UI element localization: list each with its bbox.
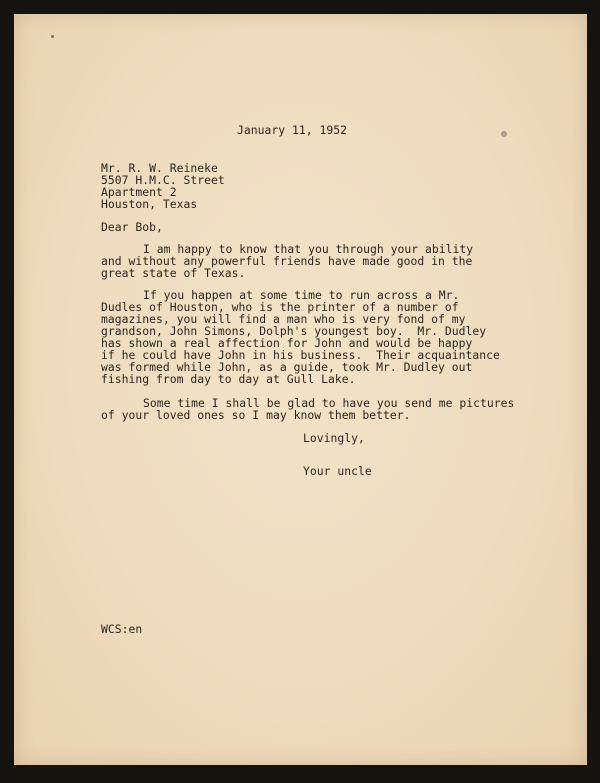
signature-line: Your uncle [303,464,372,478]
paragraph-2-line: was formed while John, as a guide, took Mr. Dudley out [101,360,473,374]
recipient-city: Houston, Texas [101,197,198,211]
paragraph-2-line: grandson, John Simons, Dolph's youngest boy. Mr. Dudley [101,324,487,338]
paragraph-2-line: magazines, you will find a man who is very fond of my [101,312,466,326]
paragraph-2-line: If you happen at some time to run across a Mr. [143,288,460,302]
closing: Lovingly, [303,431,365,445]
paragraph-1-line: and without any powerful friends have made good in the [101,254,473,268]
paper-speck [51,35,54,38]
paragraph-2-line: if he could have John in his business. Their acquaintance [101,348,500,362]
recipient-apartment: Apartment 2 [101,185,177,199]
paragraph-1-line: great state of Texas. [101,266,246,280]
typist-initials: WCS:en [101,622,143,636]
paragraph-2-line: has shown a real affection for John and would be happy [101,336,473,350]
recipient-name: Mr. R. W. Reineke [101,161,218,175]
salutation: Dear Bob, [101,220,163,234]
recipient-street: 5507 H.M.C. Street [101,173,225,187]
paragraph-2-line: fishing from day to day at Gull Lake. [101,372,356,386]
letter-date: January 11, 1952 [237,123,348,137]
paper-stain [501,131,507,137]
paragraph-1-line: I am happy to know that you through your ability [143,242,474,256]
paragraph-3-line: Some time I shall be glad to have you send me pictures [143,396,515,410]
paragraph-3-line: of your loved ones so I may know them better. [101,408,411,422]
paragraph-2-line: Dudles of Houston, who is the printer of a number of [101,300,459,314]
